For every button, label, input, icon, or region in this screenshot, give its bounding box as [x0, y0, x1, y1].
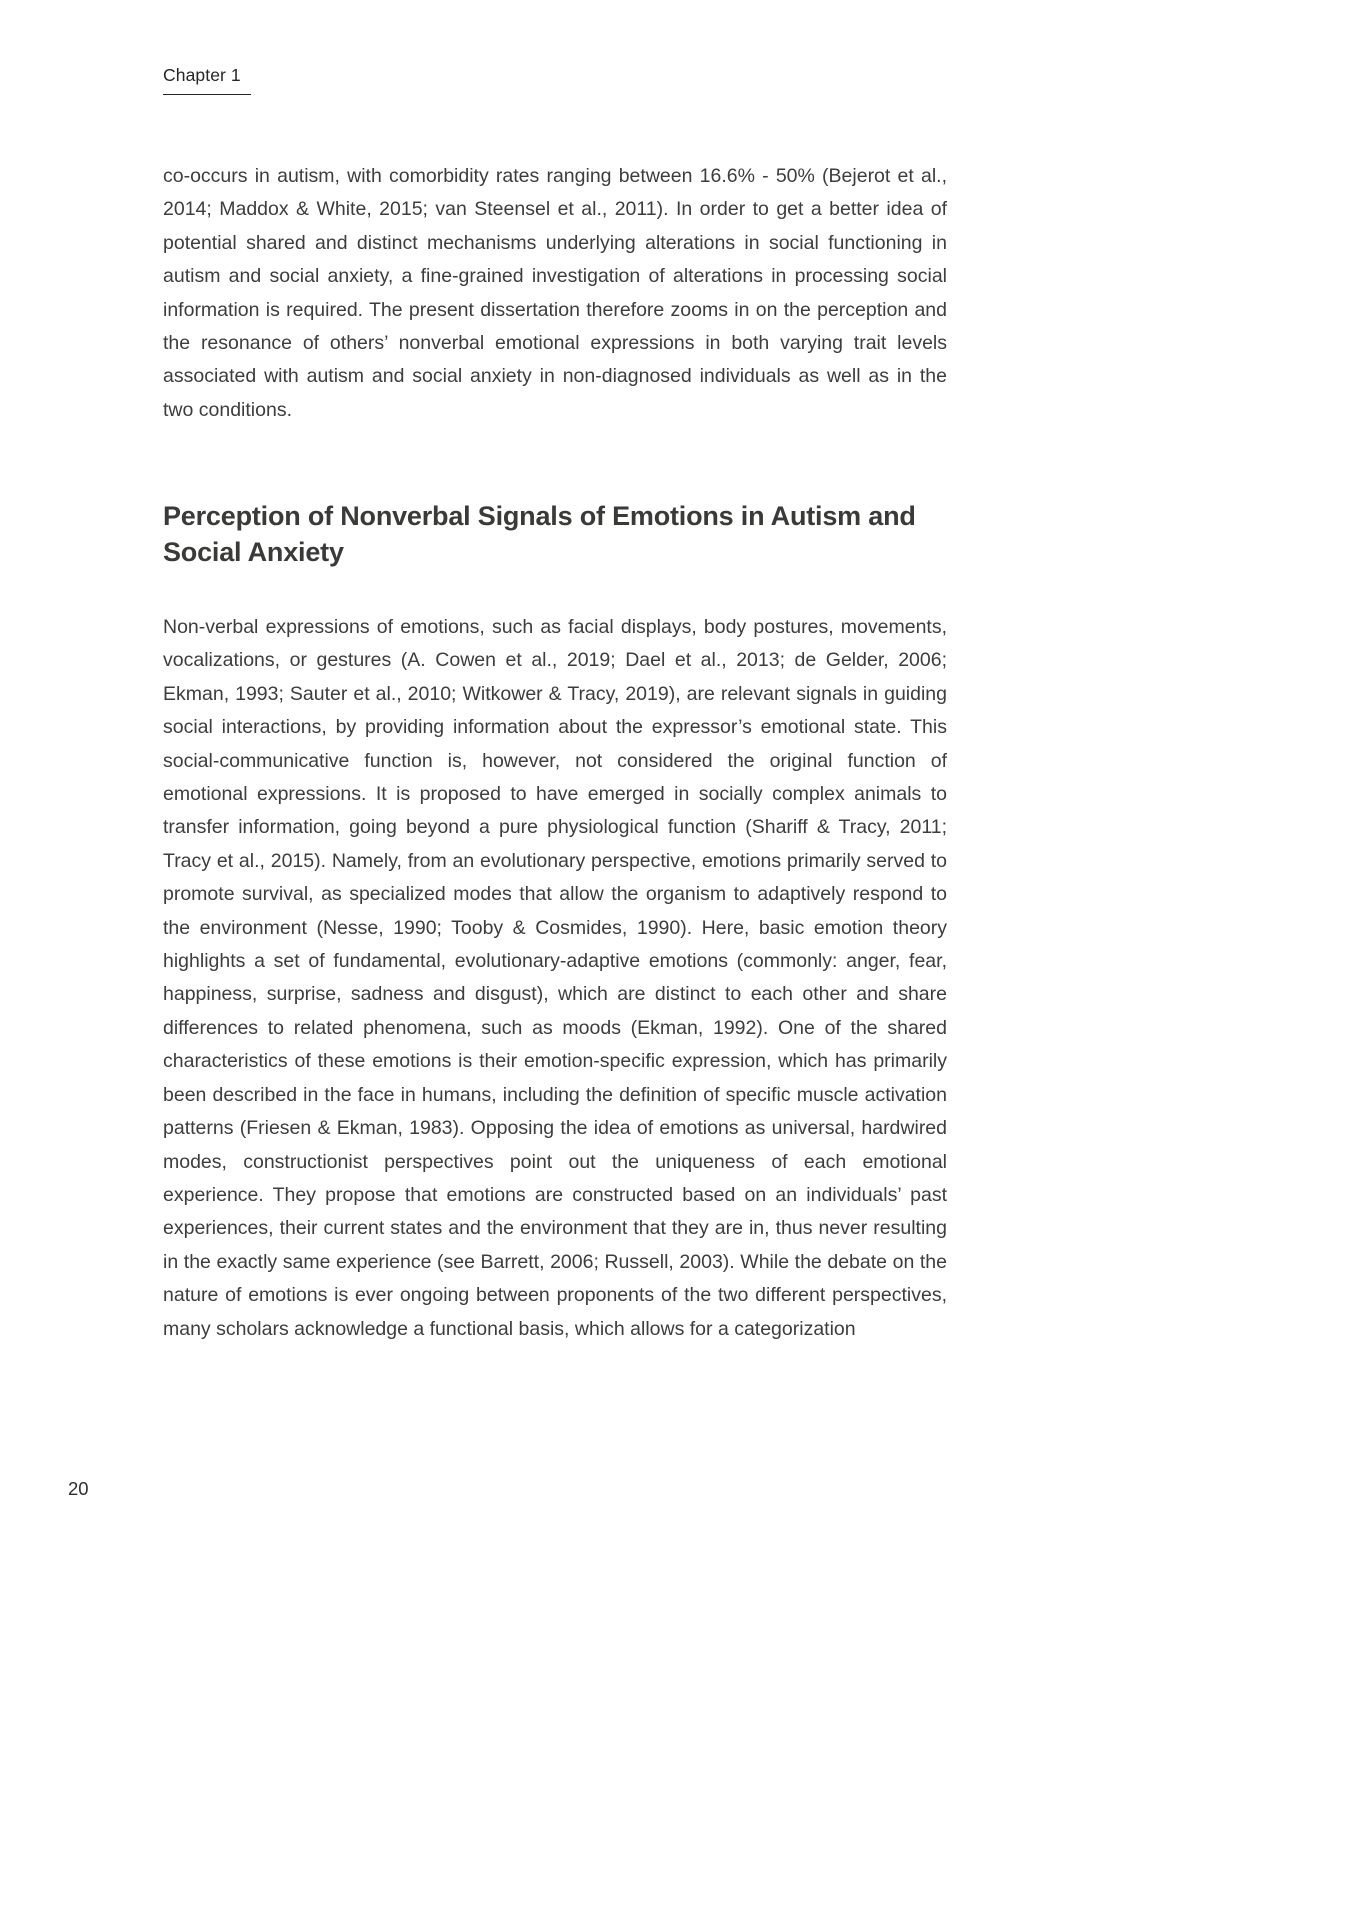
page-number: 20	[68, 1478, 89, 1499]
body-paragraph: Non-verbal expressions of emotions, such as facial displays, body postures, movements, vocalizations, or gestures (A. Cowen et al., 2019; Dael et al., 2013; de Gelder, 2006; Ekman, 1993; Sauter et al., 2010; Witkower & Tracy, 2019), are relevant signals in guiding social interactions, by providing information about the expressor’s emotional state. This social-communicative function is, however, not considered the original function of emotional expressions. It is proposed to have emerged in socially complex animals to transfer information, going beyond a pure physiological function (Shariff & Tracy, 2011; Tracy et al., 2015). Namely, from an evolutionary perspective, emotions primarily served to promote survival, as specialized modes that allow the organism to adaptively respond to the environment (Nesse, 1990; Tooby & Cosmides, 1990). Here, basic emotion theory highlights a set of fundamental, evolutionary-adaptive emotions (commonly: anger, fear, happiness, surprise, sadness and disgust), which are distinct to each other and share differences to related phenomena, such as moods (Ekman, 1992). One of the shared characteristics of these emotions is their emotion-specific expression, which has primarily been described in the face in humans, including the definition of specific muscle activation patterns (Friesen & Ekman, 1983). Opposing the idea of emotions as universal, hardwired modes, constructionist perspectives point out the uniqueness of each emotional experience. They propose that emotions are constructed based on an individuals’ past experiences, their current states and the environment that they are in, thus never resulting in the exactly same experience (see Barrett, 2006; Russell, 2003). While the debate on the nature of emotions is ever ongoing between proponents of the two different perspectives, many scholars acknowledge a functional basis, which allows for a categorization	[163, 616, 947, 1340]
section-heading: Perception of Nonverbal Signals of Emotions in Autism and Social Anxiety	[163, 501, 916, 567]
intro-paragraph: co-occurs in autism, with comorbidity rates ranging between 16.6% - 50% (Bejerot et al., 2014; Maddox & White, 2015; van Steensel et al., 2011). In order to get a better idea of potential shared and distinct mechanisms underlying alterations in social functioning in autism and social anxiety, a fine-grained investigation of alterations in processing social information is required. The present dissertation therefore zooms in on the perception and the resonance of others’ nonverbal emotional expressions in both varying trait levels associated with autism and social anxiety in non-diagnosed individuals as well as in the two conditions.	[163, 165, 947, 421]
chapter-header: Chapter 1	[163, 64, 251, 95]
